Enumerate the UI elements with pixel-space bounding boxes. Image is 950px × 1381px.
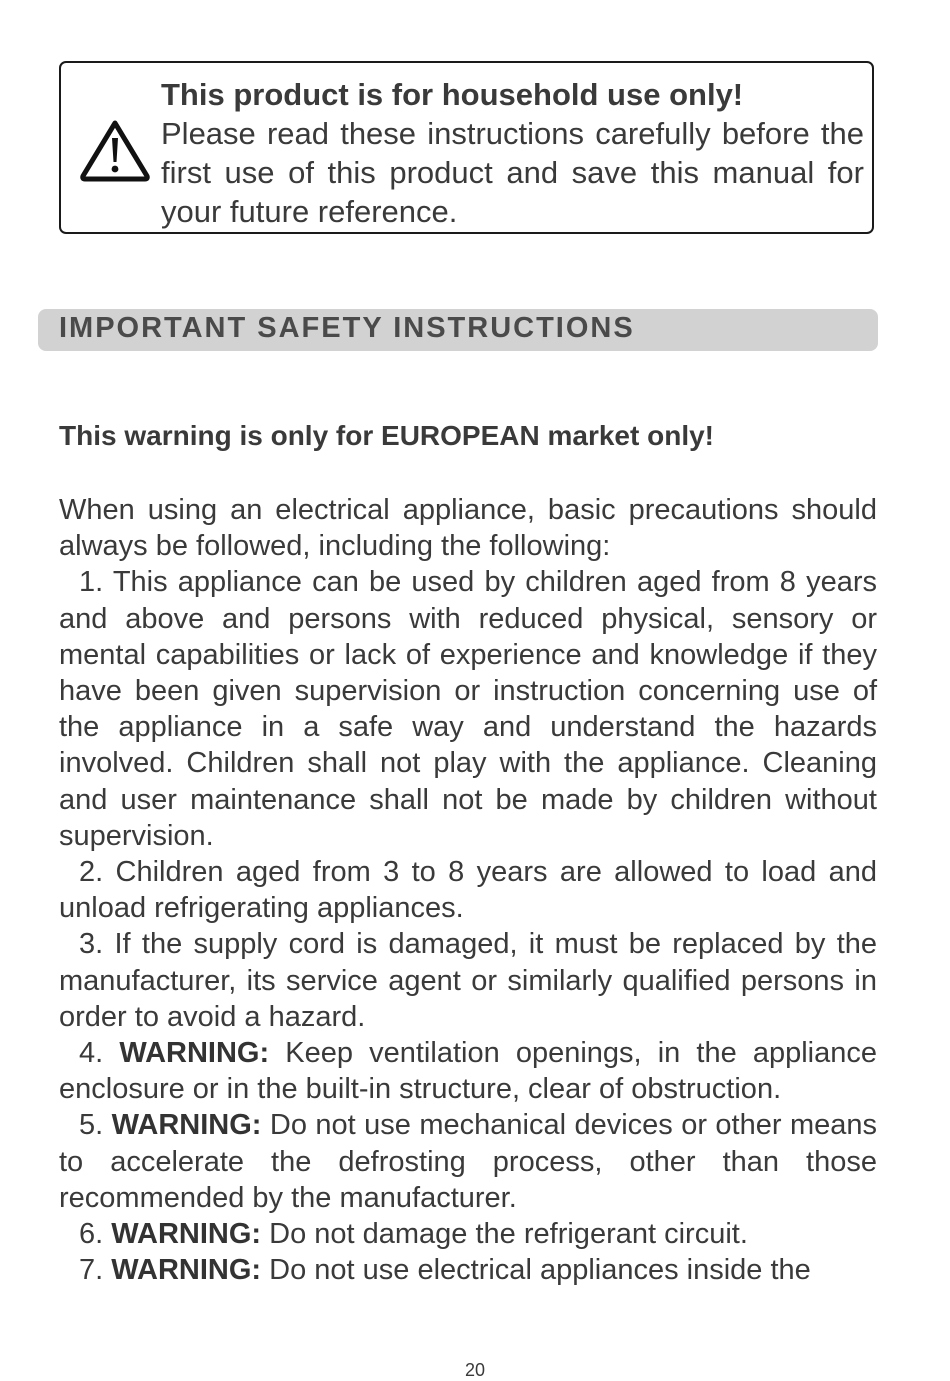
item-number: 5. <box>79 1109 104 1142</box>
instruction-item-6 <box>59 1216 877 1252</box>
intro-paragraph: When using an electrical appliance, basic precautions should always be followed, including the following: <box>59 494 877 563</box>
item-number: 6. <box>79 1218 104 1251</box>
item-number: 1. <box>79 566 104 599</box>
item-text: This appliance can be used by children aged from 8 years and above and persons with reduced physical, sensory or mental capabilities or lack of experience and knowledge if they have been given supervision or instruction concerning use of the appliance in a safe way and understand the hazards involved. Children shall not play with the appliance. Cleaning and user maintenance shall not be made by children without supervision. <box>59 566 877 852</box>
item-number: 2. <box>79 856 104 889</box>
notice-text <box>161 75 864 231</box>
section-header <box>38 309 878 351</box>
instructions-body <box>59 492 877 1288</box>
item-text: If the supply cord is damaged, it must be replaced by the manufacturer, its service agent or similarly qualified persons in order to avoid a hazard. <box>59 928 878 1033</box>
market-warning: This warning is only for EUROPEAN market only! <box>59 420 714 451</box>
instruction-item-3 <box>59 926 877 1035</box>
page-number: 20 <box>464 1360 486 1380</box>
instruction-item-7 <box>59 1252 877 1288</box>
instruction-item-2 <box>59 854 877 926</box>
warning-label: WARNING: <box>111 1218 262 1251</box>
notice-body: Please read these instructions carefully before the first use of this product and save this manual for your future reference. <box>161 116 864 229</box>
item-number: 7. <box>79 1254 104 1287</box>
warning-label: WARNING: <box>111 1109 262 1142</box>
item-text: Keep ventilation openings, in the appliance enclosure or in the built-in structure, clear of obstruction. <box>59 1037 877 1106</box>
item-text: Do not use mechanical devices or other means to accelerate the defrosting process, other than those recommended by the manufacturer. <box>59 1109 877 1214</box>
warning-label: WARNING: <box>119 1037 270 1070</box>
item-number: 3. <box>79 928 104 961</box>
instruction-item-4 <box>59 1035 877 1107</box>
notice-title: This product is for household use only! <box>161 77 744 112</box>
instruction-item-5 <box>59 1107 877 1216</box>
warning-triangle-icon <box>79 118 151 182</box>
household-use-notice <box>59 61 874 234</box>
warning-label: WARNING: <box>111 1254 262 1287</box>
item-text: Do not use electrical appliances inside the <box>269 1254 811 1287</box>
instruction-item-1 <box>59 564 877 854</box>
item-text: Do not damage the refrigerant circuit. <box>269 1218 748 1251</box>
item-number: 4. <box>79 1037 104 1070</box>
section-title: IMPORTANT SAFETY INSTRUCTIONS <box>59 312 635 344</box>
item-text: Children aged from 3 to 8 years are allowed to load and unload refrigerating appliances. <box>59 856 877 925</box>
